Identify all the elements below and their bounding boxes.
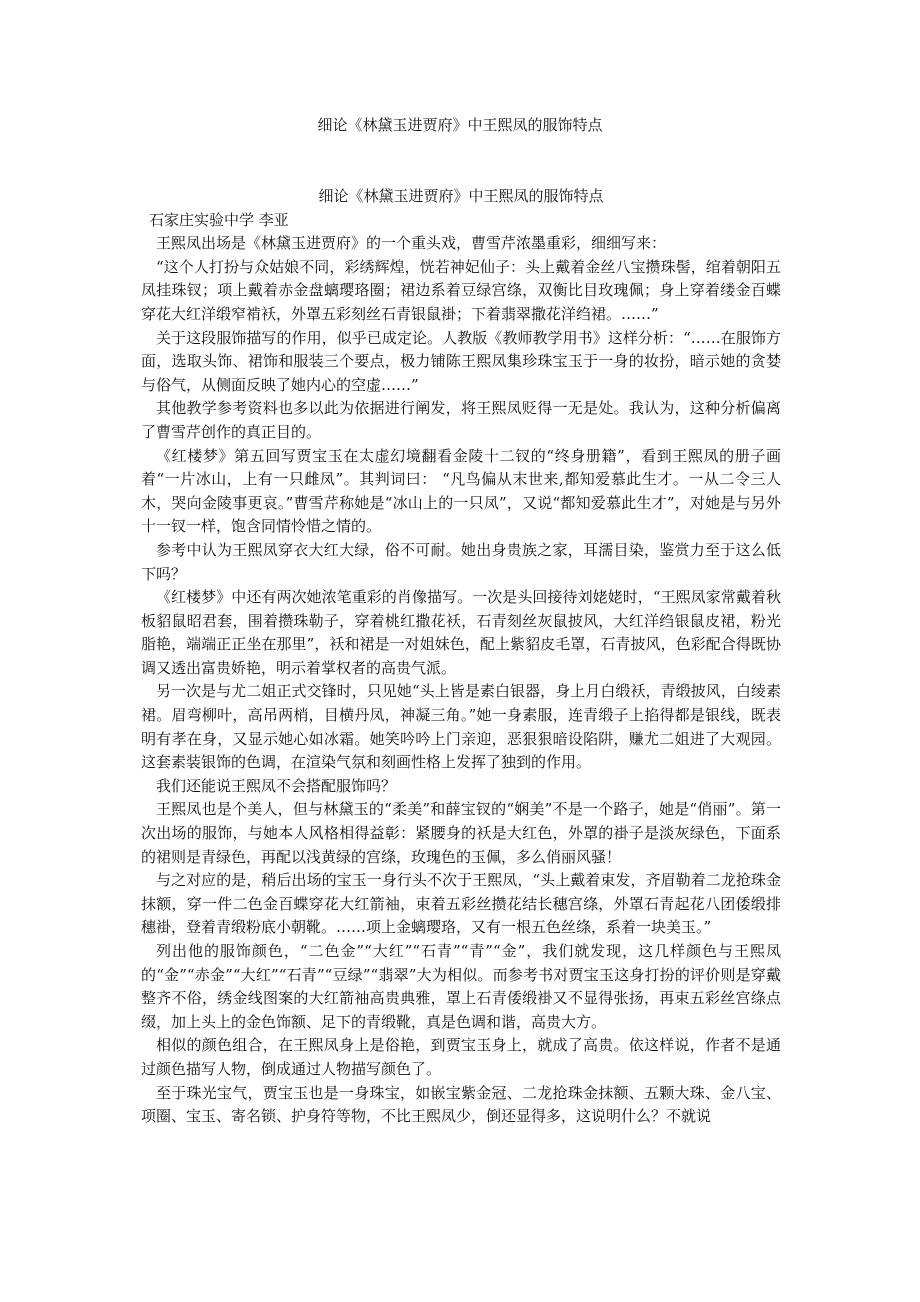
page-header-title: 细论《林黛玉进贾府》中王熙凤的服饰特点 <box>317 116 603 134</box>
paragraph: 列出他的服饰颜色，“二色金”“大红”“石青”“青”“金”，我们就发现，这几样颜色与王熙凤的“金”“赤金”“大红”“石青”“豆绿”“翡翠”大为相似。而参考书对贾宝玉这身打扮的评价则是穿戴整齐不俗，绣金线图案的大红箭袖高贵典雅，罩上石青倭缎褂又不显得张扬，再束五彩丝宫绦点缀，加上头上的金色饰额、足下的青缎靴，真是色调和谐，高贵大方。 <box>141 942 781 1031</box>
article-title: 细论《林黛玉进贾府》中王熙凤的服饰特点 <box>318 187 604 205</box>
author-byline: 石家庄实验中学 李亚 <box>149 210 289 229</box>
article-body <box>141 185 781 1129</box>
paragraph: 其他教学参考资料也多以此为依据进行阐发，将王熙凤贬得一无是处。我认为，这种分析偏离了曹雪芹创作的真正目的。 <box>141 399 781 441</box>
paragraph: 关于这段服饰描写的作用，似乎已成定论。人教版《教师教学用书》这样分析：“……在服饰方面，选取头饰、裙饰和服装三个要点，极力铺陈王熙凤集珍珠宝玉于一身的妆扮，暗示她的贪婪与俗气，从侧面反映了她内心的空虚……” <box>141 328 781 394</box>
paragraph: 我们还能说王熙凤不会搭配服饰吗？ <box>156 776 397 795</box>
paragraph: 至于珠光宝气，贾宝玉也是一身珠宝，如嵌宝紫金冠、二龙抢珠金抹额、五颗大珠、金八宝、项圈、宝玉、寄名锁、护身符等物，不比王熙凤少，倒还显得多，这说明什么？不就说 <box>141 1083 781 1126</box>
paragraph: 王熙凤也是个美人，但与林黛玉的“柔美”和薛宝钗的“娴美”不是一个路子，她是“俏丽”。第一次出场的服饰，与她本人风格相得益彰：紧腰身的袄是大红色，外罩的褂子是淡灰绿色，下面系的裙则是青绿色，再配以浅黄绿的宫绦，玫瑰色的玉佩，多么俏丽风骚！ <box>141 800 781 866</box>
paragraph: 《红楼梦》第五回写贾宝玉在太虚幻境翻看金陵十二钗的“终身册籍”，看到王熙凤的册子画着“一片冰山，上有一只雌凤”。其判词曰： “凡鸟偏从末世来,都知爱慕此生才。一从二令三人木，哭向金陵事更哀。”曹雪芹称她是“冰山上的一只凤”，又说“都知爱慕此生才”，对她是与另外十一钗一样，饱含同情怜惜之情的。 <box>141 446 781 536</box>
paragraph: 相似的颜色组合，在王熙凤身上是俗艳，到贾宝玉身上，就成了高贵。依这样说，作者不是通过颜色描写人物，倒成通过人物描写颜色了。 <box>141 1036 781 1078</box>
paragraph: “这个人打扮与众姑娘不同，彩绣辉煌，恍若神妃仙子：头上戴着金丝八宝攒珠髻，绾着朝阳五凤挂珠钗；项上戴着赤金盘螭璎珞圈；裙边系着豆绿宫绦，双衡比目玫瑰佩；身上穿着缕金百蝶穿花大红洋缎窄褃袄，外罩五彩刻丝石青银鼠褂；下着翡翠撒花洋绉裙。……” <box>141 257 781 323</box>
paragraph: 《红楼梦》中还有两次她浓笔重彩的肖像描写。一次是头回接待刘姥姥时，“王熙凤家常戴着秋板貂鼠昭君套，围着攒珠勒子，穿着桃红撒花袄，石青刻丝灰鼠披风，大红洋绉银鼠皮裙，粉光脂艳，端端正正坐在那里”，袄和裙是一对姐妹色，配上紫貂皮毛罩，石青披风，色彩配合得既协调又透出富贵娇艳，明示着掌权者的高贵气派。 <box>141 588 781 677</box>
paragraph: 与之对应的是，稍后出场的宝玉一身行头不次于王熙凤，“头上戴着束发，齐眉勒着二龙抢珠金抹额，穿一件二色金百蝶穿花大红箭袖，束着五彩丝攒花结长穗宫绦，外罩石青起花八团倭缎排穗褂，登着青缎粉底小朝靴。……项上金螭璎珞，又有一根五色丝绦，系着一块美玉。” <box>141 871 781 937</box>
paragraph: 参考中认为王熙凤穿衣大红大绿，俗不可耐。她出身贵族之家，耳濡目染，鉴赏力至于这么低下吗？ <box>141 540 781 583</box>
paragraph: 另一次是与尤二姐正式交锋时，只见她“头上皆是素白银器，身上月白缎袄，青缎披风，白绫素裙。眉弯柳叶，高吊两梢，目横丹凤，神凝三角。”她一身素服，连青缎子上掐得都是银线，既表明有孝在身，又显示她心如冰霜。她笑吟吟上门亲迎，恶狠狠暗设陷阱，赚尤二姐进了大观园。这套素装银饰的色调，在渲染气氛和刻画性格上发挥了独到的作用。 <box>141 682 781 772</box>
paragraph: 王熙凤出场是《林黛玉进贾府》的一个重头戏，曹雪芹浓墨重彩，细细写来： <box>156 234 667 253</box>
